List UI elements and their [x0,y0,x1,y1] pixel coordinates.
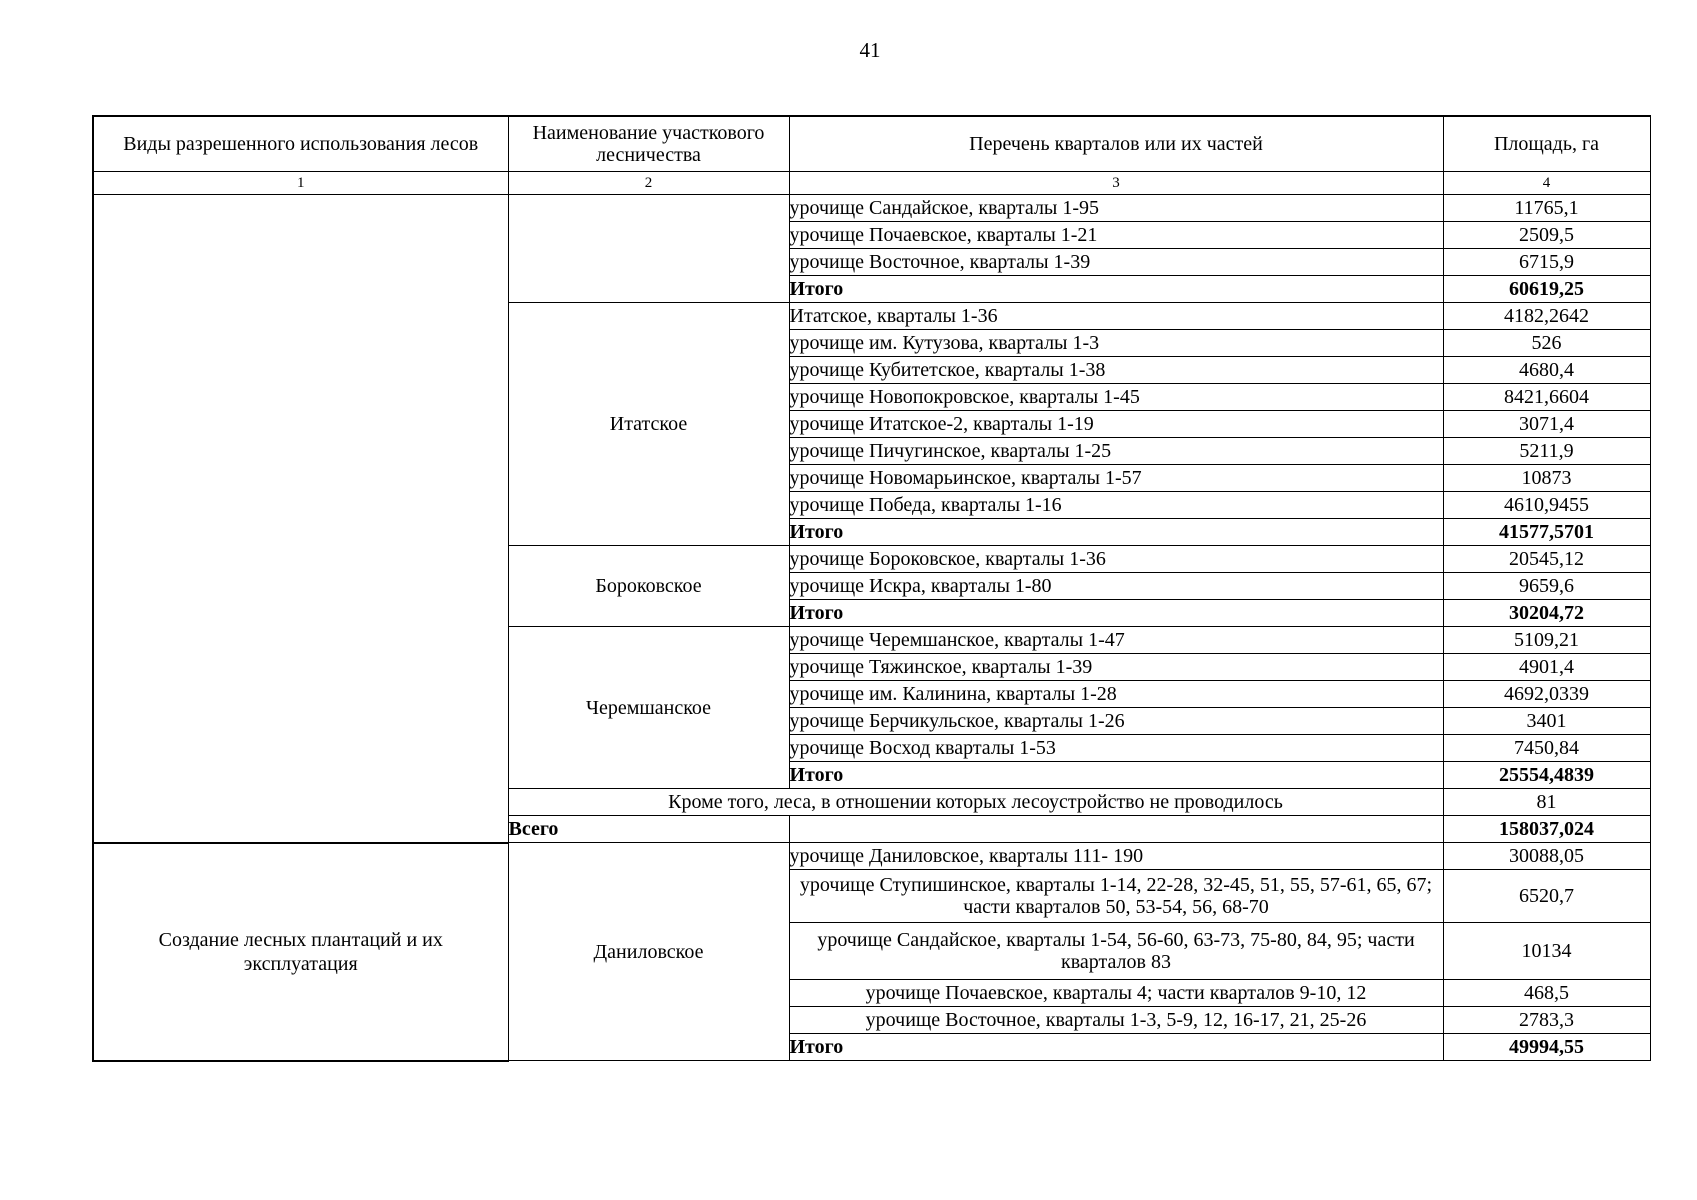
quarter-name: урочище Сандайское, кварталы 1-95 [789,195,1443,222]
table-row [93,195,1650,222]
use-type-plantations: Создание лесных плантаций и их эксплуатация [93,843,508,1061]
quarter-name: Итатское, кварталы 1-36 [789,303,1443,330]
quarter-name: урочище им. Калинина, кварталы 1-28 [789,681,1443,708]
header-quarters-list: Перечень кварталов или их частей [789,116,1443,172]
forestry-name-borokovskoe: Бороковское [508,546,789,627]
quarter-area: 6520,7 [1443,870,1650,923]
quarter-area: 8421,6604 [1443,384,1650,411]
column-number-1: 1 [93,172,508,195]
subtotal-label: Итого [789,1034,1443,1061]
column-number-2: 2 [508,172,789,195]
forestry-name-itatskoe: Итатское [508,303,789,546]
grand-total-empty-cell [789,816,1443,843]
quarter-area: 468,5 [1443,980,1650,1007]
quarter-name: урочище Восточное, кварталы 1-3, 5-9, 12, 16-17, 21, 25-26 [789,1007,1443,1034]
header-area: Площадь, га [1443,116,1650,172]
quarter-name: урочище Даниловское, кварталы 111- 190 [789,843,1443,870]
column-number-row [93,172,1650,195]
quarter-area: 4692,0339 [1443,681,1650,708]
quarter-name: урочище Берчикульское, кварталы 1-26 [789,708,1443,735]
table-row [93,843,1650,870]
quarter-name: урочище Почаевское, кварталы 4; части кварталов 9-10, 12 [789,980,1443,1007]
table-header-row [93,116,1650,172]
quarter-area: 6715,9 [1443,249,1650,276]
quarter-area: 3071,4 [1443,411,1650,438]
quarter-area: 4901,4 [1443,654,1650,681]
quarter-name: урочище Бороковское, кварталы 1-36 [789,546,1443,573]
quarter-name: урочище Победа, кварталы 1-16 [789,492,1443,519]
header-forestry-name: Наименование участкового лесничества [508,116,789,172]
quarter-name: урочище Пичугинское, кварталы 1-25 [789,438,1443,465]
quarter-name: урочище Новомарьинское, кварталы 1-57 [789,465,1443,492]
quarter-area: 11765,1 [1443,195,1650,222]
subtotal-area: 60619,25 [1443,276,1650,303]
subtotal-area: 41577,5701 [1443,519,1650,546]
quarter-name: урочище Искра, кварталы 1-80 [789,573,1443,600]
subtotal-label: Итого [789,276,1443,303]
quarter-name: урочище Новопокровское, кварталы 1-45 [789,384,1443,411]
quarter-area: 30088,05 [1443,843,1650,870]
column-number-3: 3 [789,172,1443,195]
subtotal-area: 49994,55 [1443,1034,1650,1061]
quarter-area: 4610,9455 [1443,492,1650,519]
header-use-type: Виды разрешенного использования лесов [93,116,508,172]
column-number-4: 4 [1443,172,1650,195]
subtotal-label: Итого [789,762,1443,789]
quarter-area: 5109,21 [1443,627,1650,654]
quarter-name: урочище Ступишинское, кварталы 1-14, 22-28, 32-45, 51, 55, 57-61, 65, 67; части кварталов 50, 53-54, 56, 68-70 [789,870,1443,923]
quarter-area: 3401 [1443,708,1650,735]
quarter-area: 7450,84 [1443,735,1650,762]
quarter-area: 10134 [1443,923,1650,980]
forest-use-table [92,115,1651,1062]
grand-total-area: 158037,024 [1443,816,1650,843]
unsurveyed-forests-label: Кроме того, леса, в отношении которых лесоустройство не проводилось [508,789,1443,816]
use-type-cell-continued [93,195,508,843]
forestry-cell-continued [508,195,789,303]
quarter-name: урочище Итатское-2, кварталы 1-19 [789,411,1443,438]
quarter-name: урочище Почаевское, кварталы 1-21 [789,222,1443,249]
quarter-name: урочище Тяжинское, кварталы 1-39 [789,654,1443,681]
forestry-name-danilovskoe: Даниловское [508,843,789,1061]
quarter-area: 526 [1443,330,1650,357]
quarter-area: 2509,5 [1443,222,1650,249]
quarter-area: 4680,4 [1443,357,1650,384]
grand-total-label: Всего [508,816,789,843]
subtotal-label: Итого [789,519,1443,546]
quarter-area: 5211,9 [1443,438,1650,465]
quarter-area: 4182,2642 [1443,303,1650,330]
subtotal-area: 30204,72 [1443,600,1650,627]
quarter-name: урочище Восточное, кварталы 1-39 [789,249,1443,276]
unsurveyed-forests-area: 81 [1443,789,1650,816]
quarter-name: урочище Сандайское, кварталы 1-54, 56-60, 63-73, 75-80, 84, 95; части кварталов 83 [789,923,1443,980]
quarter-name: урочище Черемшанское, кварталы 1-47 [789,627,1443,654]
page-number: 41 [859,38,881,62]
quarter-name: урочище Восход кварталы 1-53 [789,735,1443,762]
quarter-area: 2783,3 [1443,1007,1650,1034]
subtotal-area: 25554,4839 [1443,762,1650,789]
quarter-name: урочище им. Кутузова, кварталы 1-3 [789,330,1443,357]
forestry-name-cheremshanskoe: Черемшанское [508,627,789,789]
quarter-area: 10873 [1443,465,1650,492]
quarter-area: 9659,6 [1443,573,1650,600]
quarter-name: урочище Кубитетское, кварталы 1-38 [789,357,1443,384]
quarter-area: 20545,12 [1443,546,1650,573]
subtotal-label: Итого [789,600,1443,627]
